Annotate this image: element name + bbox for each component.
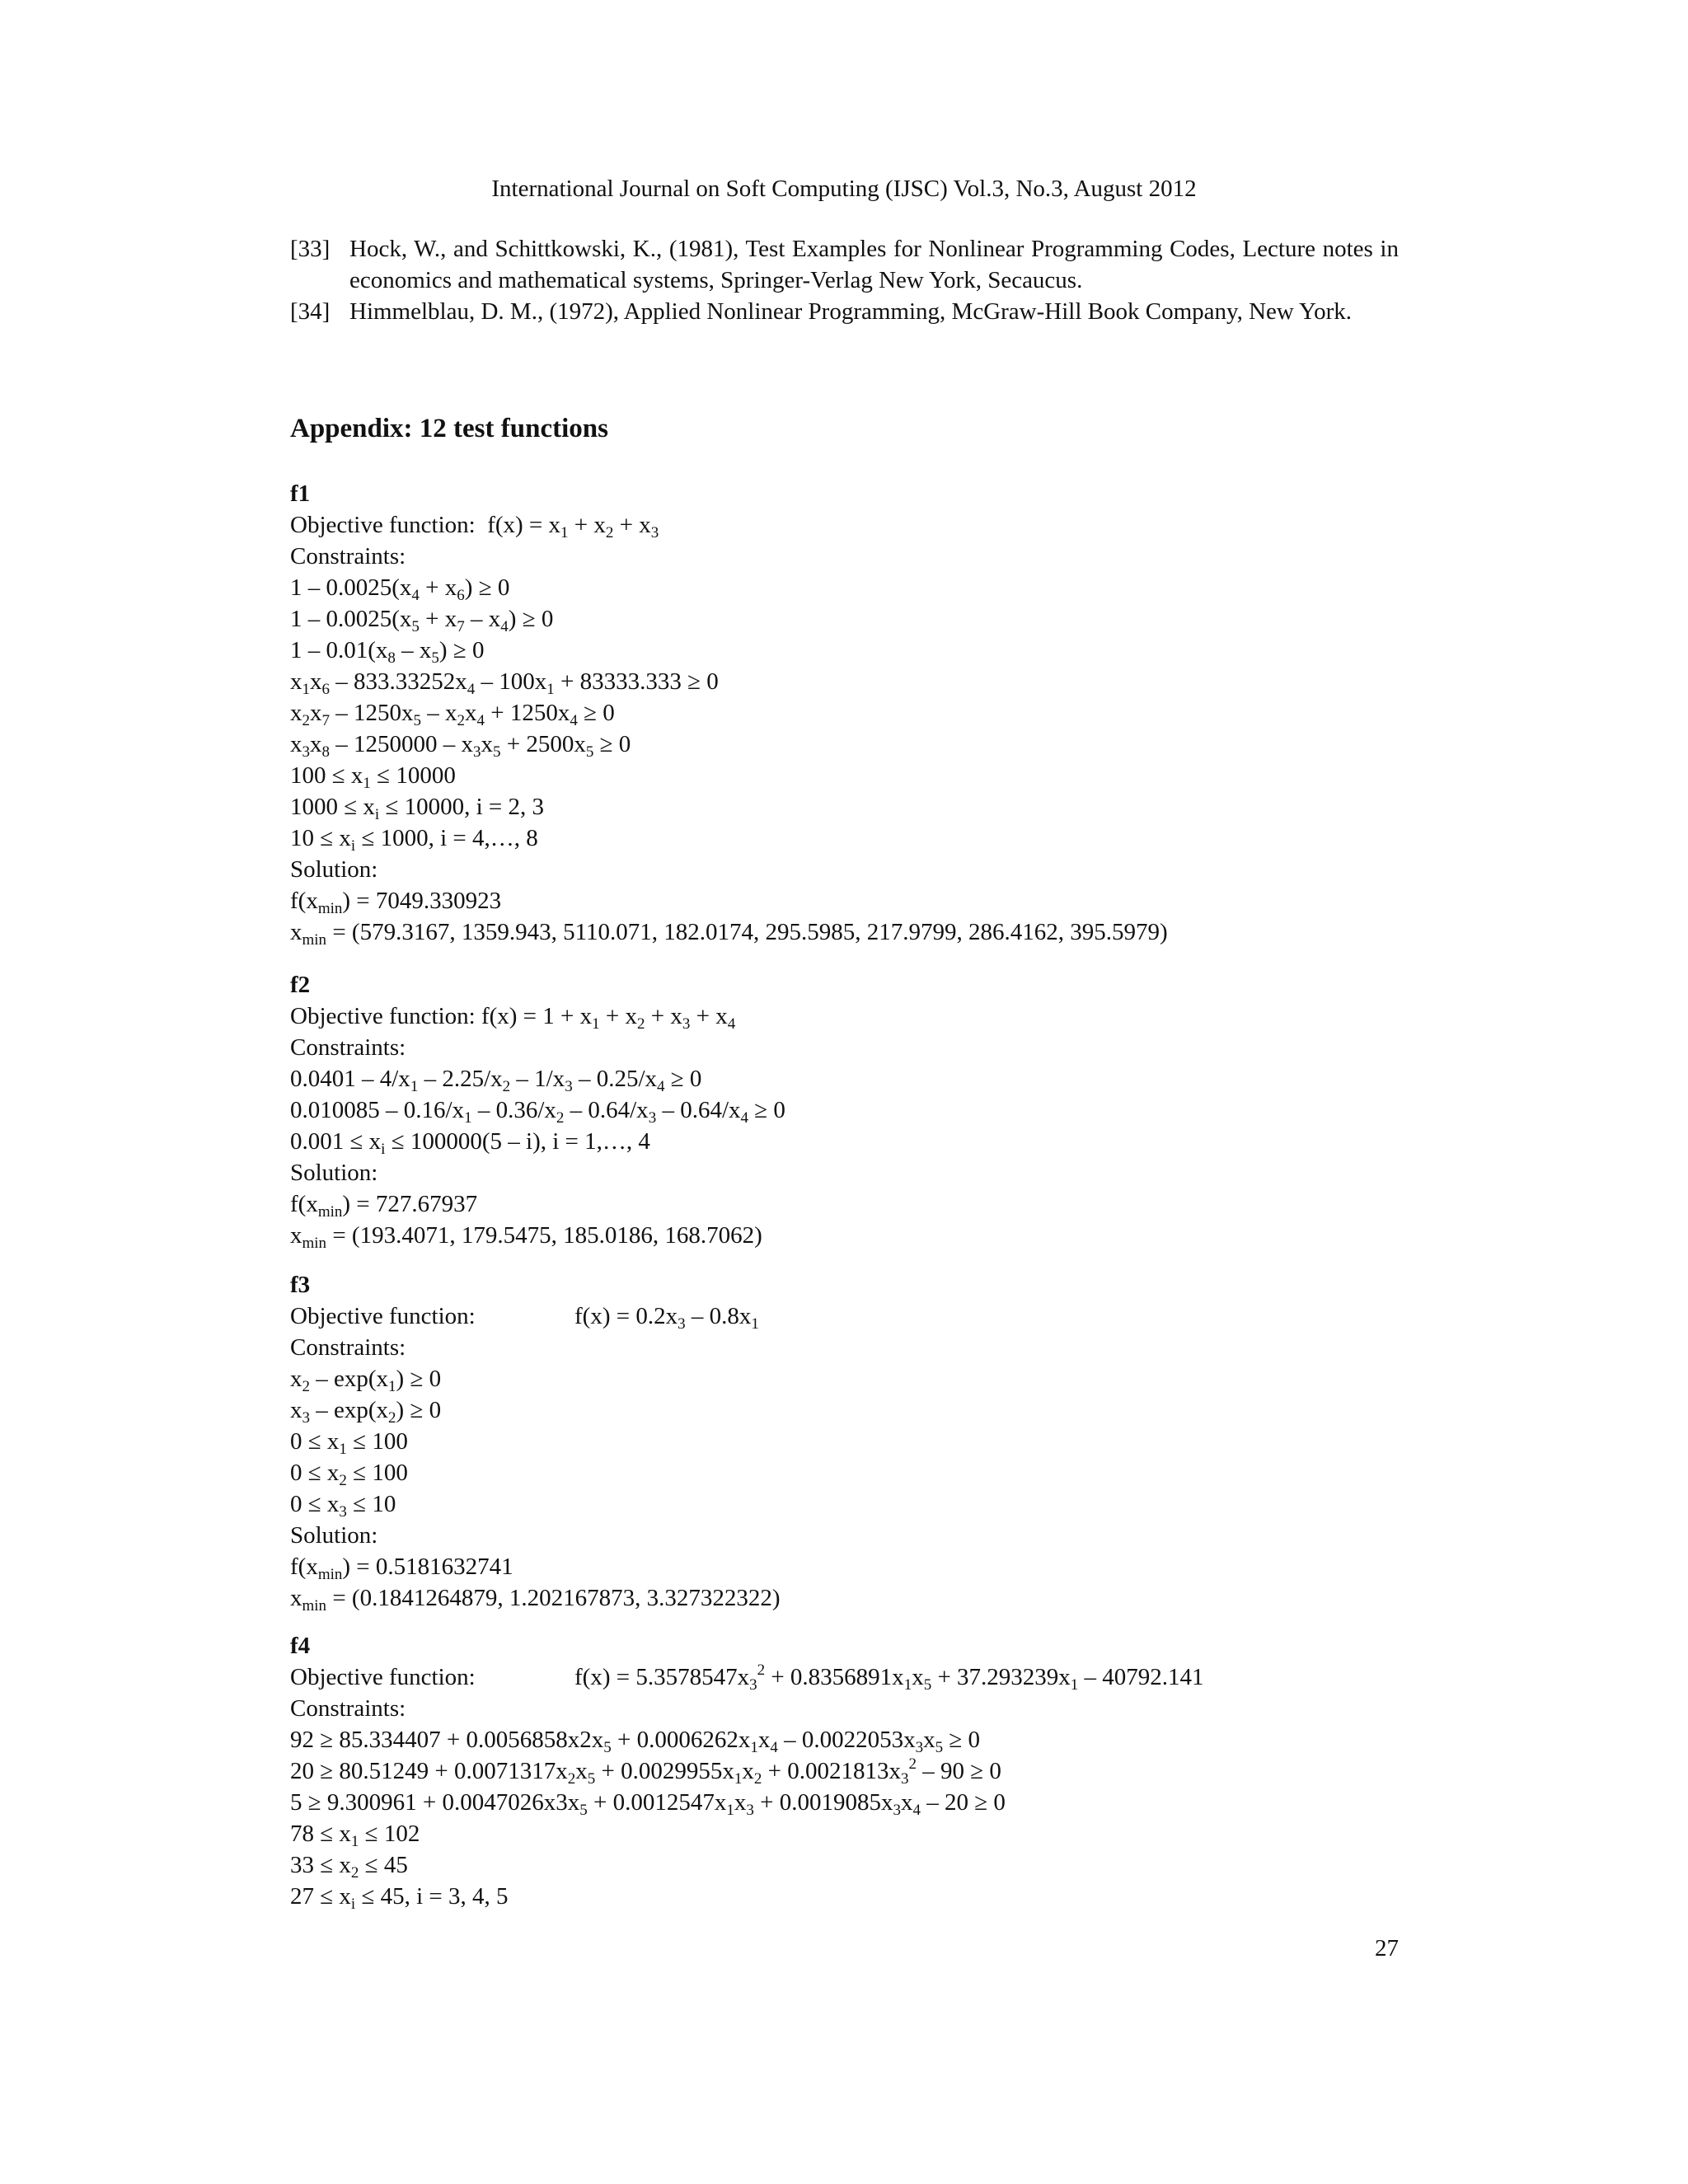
xmin-value: $x_{min} = (0.1841264879$, 1.202167873, 3.327322322) (290, 1585, 781, 1615)
function-title: f1 (290, 480, 311, 507)
constraints-label: Constraints: (290, 1334, 406, 1361)
solution-label: Solution: (290, 1522, 378, 1549)
objective-line (290, 509, 1444, 541)
constraint-line: $0.0401 - 4/x_1 - 2.25/x_2 - 1/x_3 - 0.25/x_4 \ge 0$ (290, 1066, 702, 1095)
objective-label: Objective function: (290, 512, 476, 538)
constraints-label: Constraints: (290, 1695, 406, 1722)
objective-label: Objective function: (290, 1664, 476, 1690)
reference-text: Himmelblau, D. M., (1972), Applied Nonlinear Programming, McGraw-Hill Book Company, New York. (349, 298, 1352, 325)
function-f1 (290, 478, 1444, 948)
appendix-heading: Appendix: 12 test functions (290, 414, 608, 443)
constraint-line: $1000 \le x_i \le 10000$, i = 2, 3 (290, 794, 545, 823)
constraint-line: $20 \ge 80.51249 + 0.0071317x_2x_5 + 0.0029955x_1x_2 + 0.0021813x_3^2 - 90 \ge 0$ (290, 1755, 1001, 1788)
function-f4 (290, 1630, 1444, 1912)
constraint-line: $0.001 \le x_i \le 100000(5 - i)$, i = 1,…, 4 (290, 1128, 650, 1158)
constraint-line: $33 \le x_2 \le 45$ (290, 1852, 408, 1882)
constraint-line: $100 \le x_1 \le 10000$ (290, 762, 456, 792)
constraint-line: $27 \le x_i \le 45$, i = 3, 4, 5 (290, 1883, 509, 1913)
objective-line (290, 1661, 1444, 1693)
constraint-line: $0 \le x_1 \le 100$ (290, 1428, 408, 1458)
solution-label: Solution: (290, 1160, 378, 1186)
function-title: f3 (290, 1272, 311, 1298)
objective-formula: $f(x) = 5.3578547x_3^2 + 0.8356891x_1x_5 + 37.293239x_1 - 40792.141$ (574, 1661, 1204, 1694)
constraint-line: $x_2 - \exp(x_1) \ge 0$ (290, 1366, 442, 1395)
constraint-line: $x_3 - \exp(x_2) \ge 0$ (290, 1397, 442, 1427)
reference-number: [33] (290, 236, 331, 262)
constraint-line: $78 \le x_1 \le 102$ (290, 1821, 420, 1850)
function-title: f2 (290, 972, 311, 998)
constraints-label: Constraints: (290, 543, 406, 569)
solution-label: Solution: (290, 856, 378, 883)
constraint-line: $0 \le x_2 \le 100$ (290, 1460, 408, 1489)
constraint-line: $0.010085 - 0.16/x_1 - 0.36/x_2 - 0.64/x_3 - 0.64/x_4 \ge 0$ (290, 1097, 785, 1127)
xmin-value: $x_{min} = (579.3167$, 1359.943, 5110.071, 182.0174, 295.5985, 217.9799, 286.4162, 395.5979) (290, 919, 1168, 949)
constraints-label: Constraints: (290, 1034, 406, 1061)
running-header: International Journal on Soft Computing (IJSC) Vol.3, No.3, August 2012 (491, 176, 1197, 202)
reference-number: [34] (290, 298, 331, 325)
fmin-value: $f(x_{min}) = 7049.330923$ (290, 888, 502, 917)
constraint-line: $x_3x_8 - 1250000 - x_3x_5 + 2500x_5 \ge 0$ (290, 731, 631, 761)
xmin-value: $x_{min} = (193.4071$, 179.5475, 185.0186, 168.7062) (290, 1222, 762, 1252)
objective-line (290, 1001, 1444, 1032)
objective-formula: $f(x) = 1 + x_1 + x_2 + x_3 + x_4$ (481, 1003, 736, 1033)
objective-label: Objective function: (290, 1003, 476, 1029)
constraint-line: $x_2x_7 - 1250x_5 - x_2x_4 + 1250x_4 \ge 0$ (290, 700, 615, 729)
objective-label: Objective function: (290, 1303, 476, 1329)
constraint-line: $1 - 0.0025(x_5 + x_7 - x_4) \ge 0$ (290, 606, 554, 635)
reference-entry (290, 233, 1399, 296)
constraint-line: $1 - 0.01(x_8 - x_5) \ge 0$ (290, 637, 485, 667)
page-number: 27 (1375, 1935, 1399, 1961)
constraint-list (290, 1724, 1444, 1912)
constraint-line: $0 \le x_3 \le 10$ (290, 1491, 396, 1521)
function-f2 (290, 969, 1444, 1251)
reference-text: Hock, W., and Schittkowski, K., (1981), Test Examples for Nonlinear Programming Codes, Lecture notes in economics and mathematical systems, Springer-Verlag New York, Secaucus. (349, 236, 1399, 293)
constraint-line: $x_1x_6 - 833.33252x_4 - 100x_1 + 83333.333 \ge 0$ (290, 668, 719, 698)
fmin-value: $f(x_{min}) = 727.67937$ (290, 1191, 478, 1221)
constraint-line: $5 \ge 9.300961 + 0.0047026x3x_5 + 0.0012547x_1x_3 + 0.0019085x_3x_4 - 20 \ge 0$ (290, 1789, 1006, 1819)
constraint-line: $1 - 0.0025(x_4 + x_6) \ge 0$ (290, 574, 510, 604)
constraint-list (290, 1063, 1444, 1157)
function-title: f4 (290, 1633, 311, 1659)
objective-formula: $f(x) = 0.2x_3 - 0.8x_1$ (574, 1303, 759, 1333)
constraint-line: $92 \ge 85.334407 + 0.0056858x2x_5 + 0.0006262x_1x_4 - 0.0022053x_3x_5 \ge 0$ (290, 1727, 981, 1756)
constraint-list (290, 572, 1444, 854)
constraint-line: $10 \le x_i \le 1000$, i = 4,…, 8 (290, 825, 538, 855)
reference-list (290, 233, 1399, 327)
function-f3 (290, 1269, 1444, 1614)
objective-formula: $f(x) = x_1 + x_2 + x_3$ (487, 512, 659, 541)
objective-line (290, 1301, 1444, 1332)
reference-entry (290, 296, 1399, 327)
constraint-list (290, 1363, 1444, 1520)
fmin-value: $f(x_{min}) = 0.5181632741$ (290, 1554, 513, 1583)
